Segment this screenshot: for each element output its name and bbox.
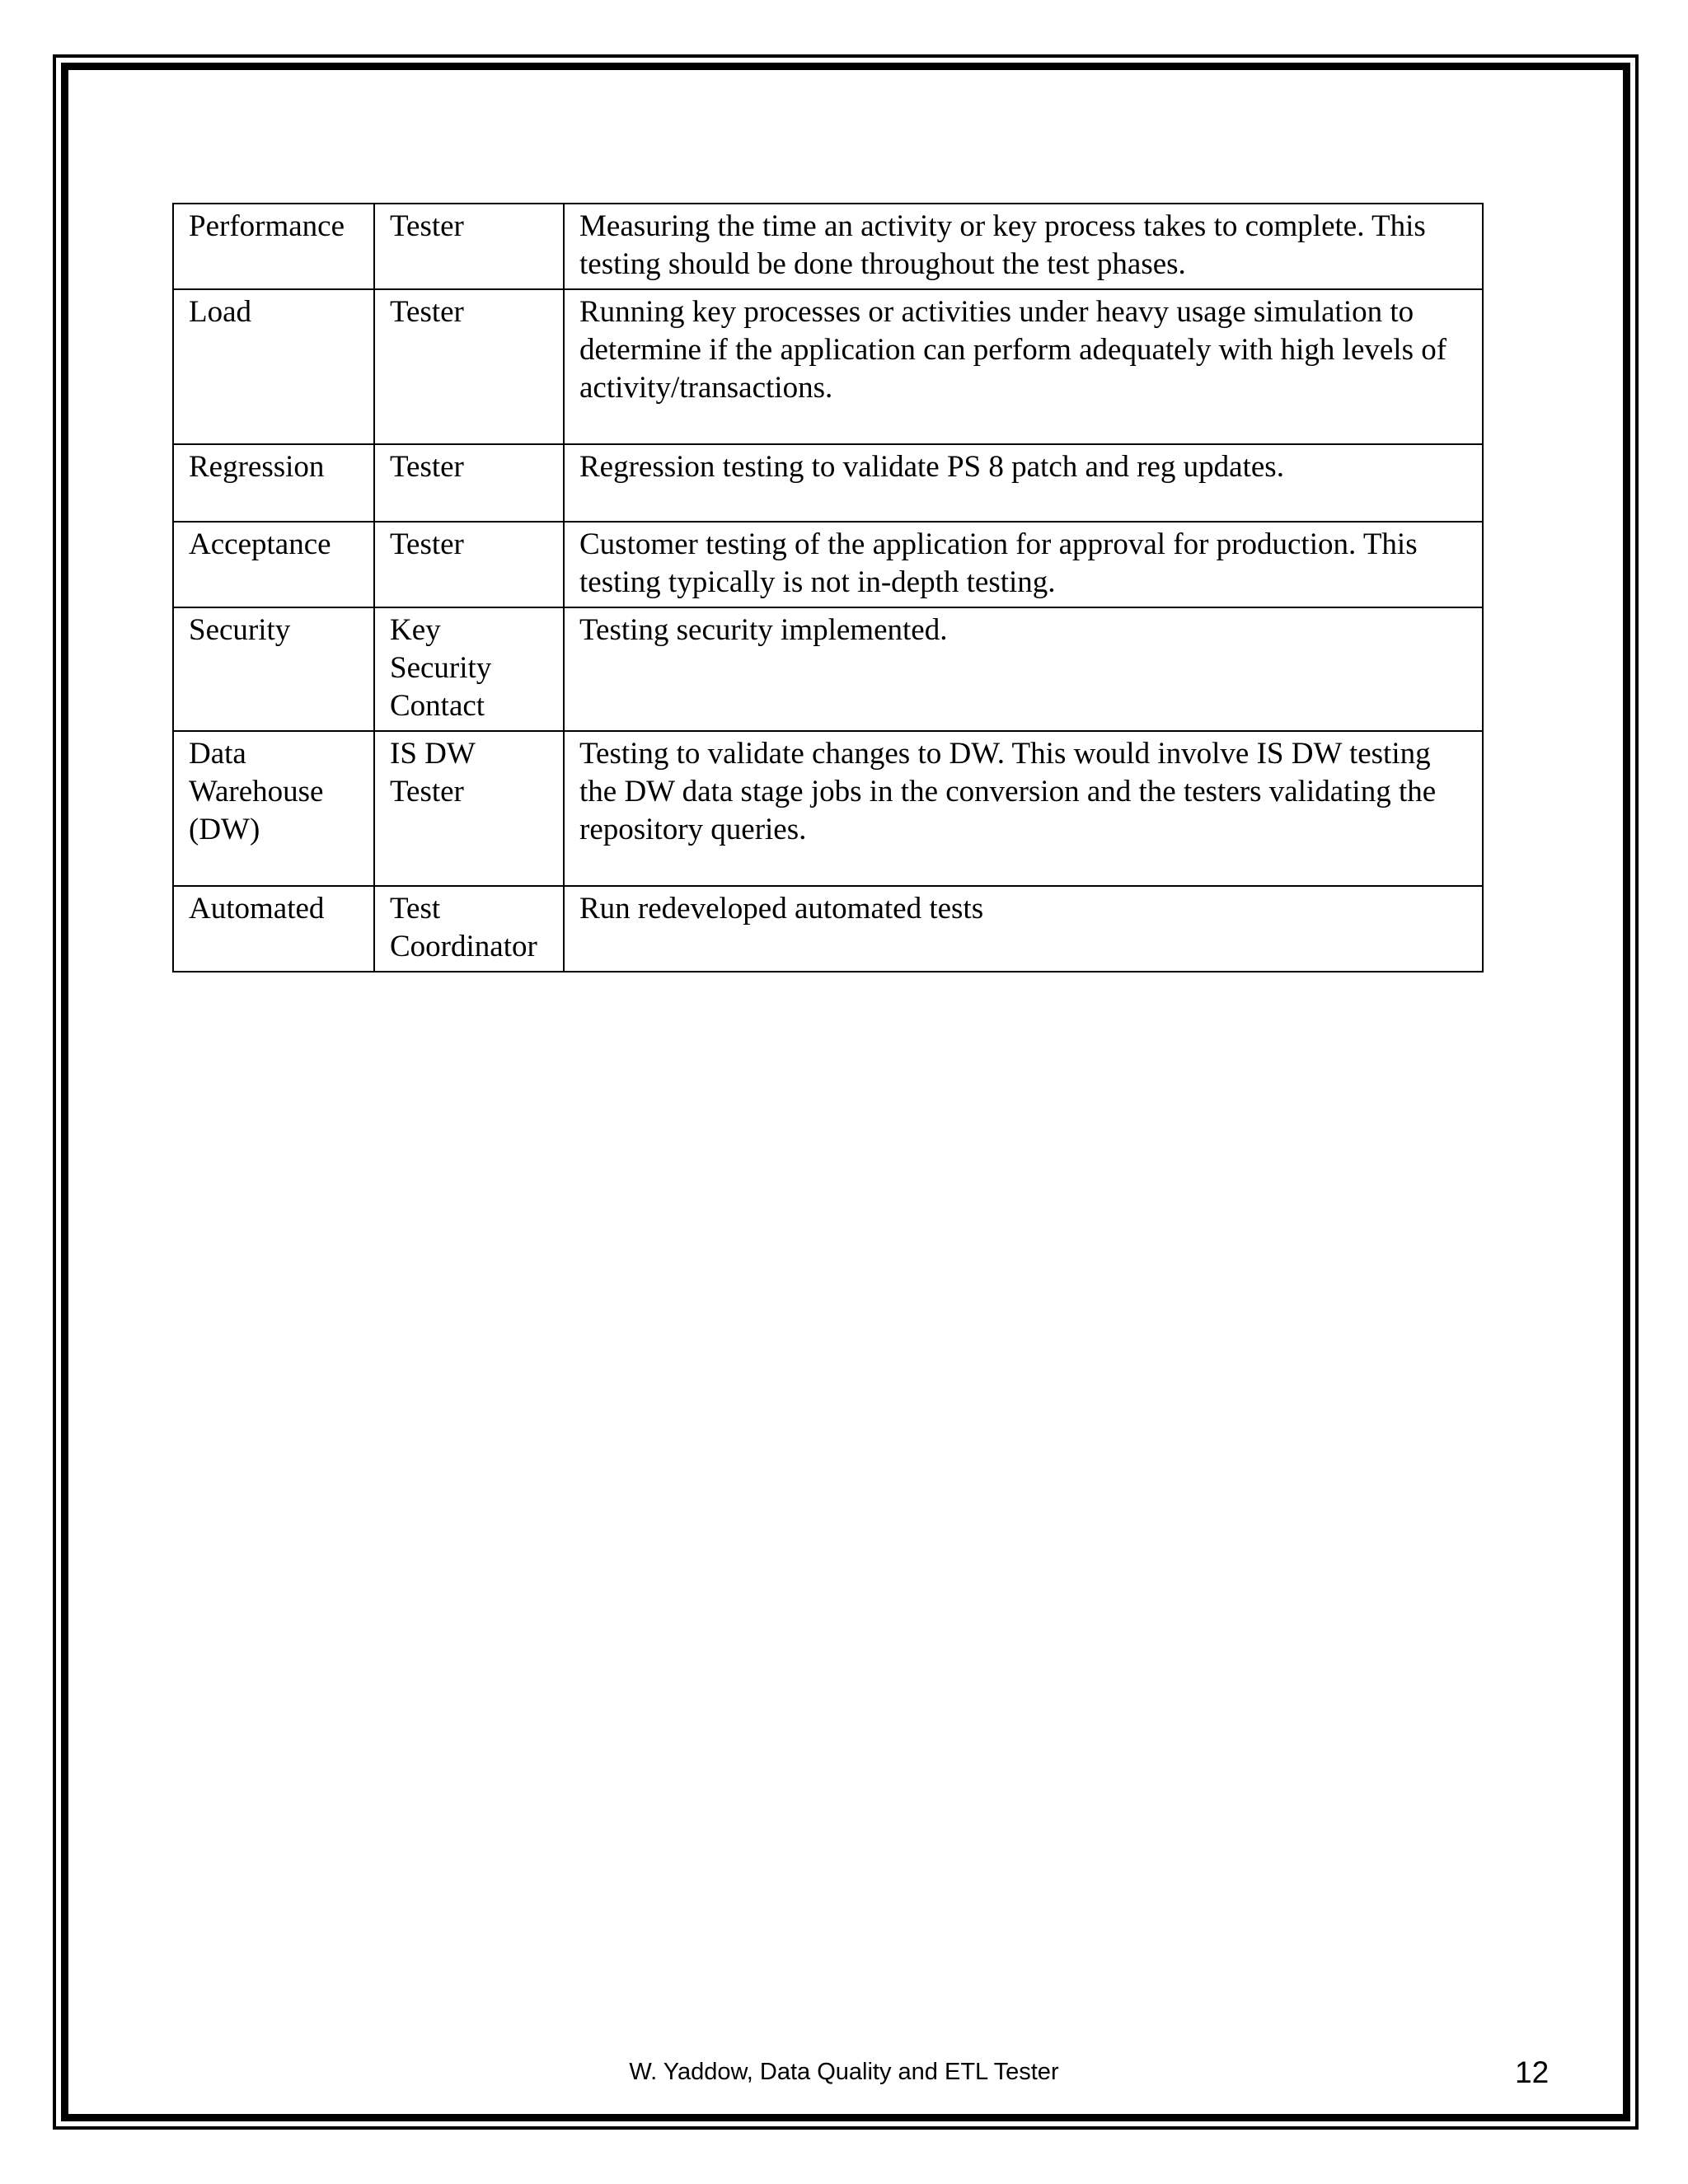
- responsible-cell: IS DW Tester: [374, 731, 564, 886]
- test-type-cell: Security: [173, 607, 374, 731]
- responsible-cell: Tester: [374, 289, 564, 444]
- table-row: [173, 522, 1483, 607]
- description-cell: Customer testing of the application for approval for production. This testing typically is not in-depth testing.: [564, 522, 1483, 607]
- test-type-cell: Automated: [173, 886, 374, 972]
- description-cell: Measuring the time an activity or key process takes to complete. This testing should be done throughout the test phases.: [564, 204, 1483, 289]
- responsible-cell: Tester: [374, 522, 564, 607]
- description-cell: Run redeveloped automated tests: [564, 886, 1483, 972]
- test-type-cell: Regression: [173, 444, 374, 522]
- table-row: [173, 444, 1483, 522]
- table-row: [173, 289, 1483, 444]
- footer-author: W. Yaddow, Data Quality and ETL Tester: [629, 2059, 1059, 2085]
- table-row: [173, 607, 1483, 731]
- responsible-cell: Tester: [374, 444, 564, 522]
- test-type-cell: Performance: [173, 204, 374, 289]
- description-cell: Running key processes or activities under heavy usage simulation to determine if the application can perform adequately with high levels of activity/transactions.: [564, 289, 1483, 444]
- description-cell: Testing to validate changes to DW. This would involve IS DW testing the DW data stage jobs in the conversion and the testers validating the repository queries.: [564, 731, 1483, 886]
- description-cell: Testing security implemented.: [564, 607, 1483, 731]
- responsible-cell: Tester: [374, 204, 564, 289]
- table-row: [173, 731, 1483, 886]
- table-row: [173, 886, 1483, 972]
- test-type-cell: Load: [173, 289, 374, 444]
- test-type-cell: Acceptance: [173, 522, 374, 607]
- responsible-cell: Test Coordinator: [374, 886, 564, 972]
- description-cell: Regression testing to validate PS 8 patch and reg updates.: [564, 444, 1483, 522]
- test-types-table: [172, 203, 1484, 972]
- page-number: 12: [1515, 2055, 1550, 2089]
- test-type-cell: Data Warehouse (DW): [173, 731, 374, 886]
- table-row: [173, 204, 1483, 289]
- responsible-cell: Key Security Contact: [374, 607, 564, 731]
